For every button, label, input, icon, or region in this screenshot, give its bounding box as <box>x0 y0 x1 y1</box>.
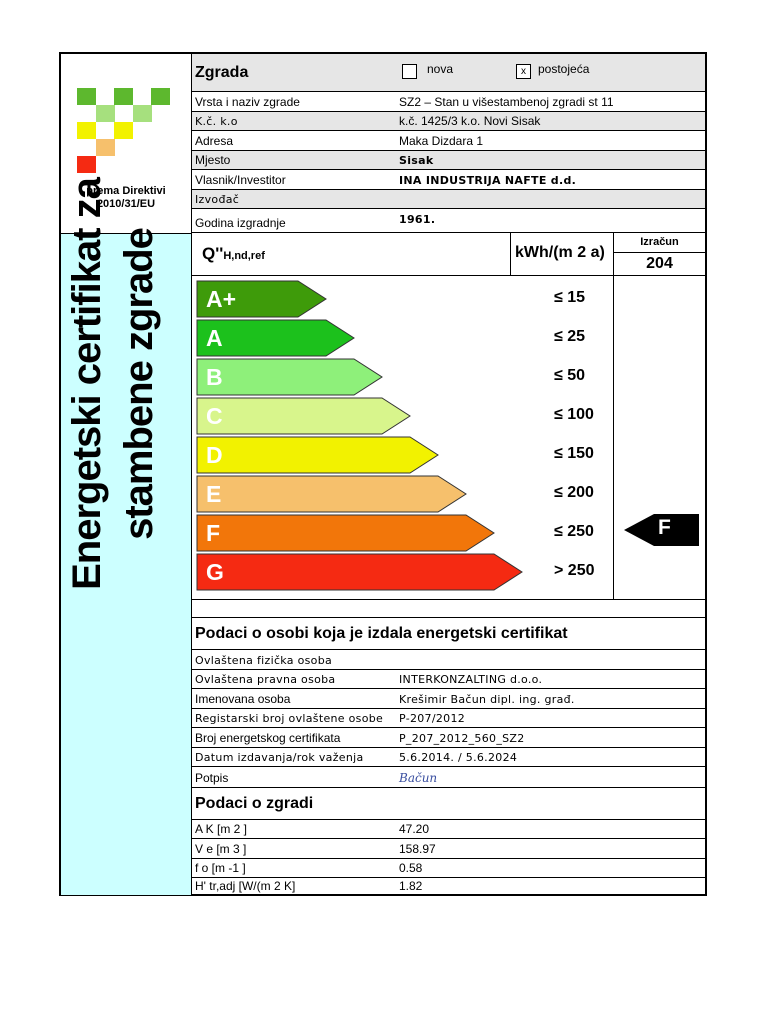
building-title: Zgrada <box>195 64 249 81</box>
building-row-value: SZ2 – Stan u višestambenoj zgradi st 11 <box>399 95 614 109</box>
rating-scale <box>192 276 705 600</box>
issuer-row <box>192 728 705 748</box>
band-label: B <box>206 364 223 390</box>
issuer-row <box>192 767 705 788</box>
building-row-label: K.č. k.o <box>195 115 238 128</box>
issuer-row-label: Imenovana osoba <box>195 692 291 706</box>
building-row <box>192 209 705 233</box>
band-arrow-g-icon <box>196 553 524 591</box>
building-row-value: 1961. <box>399 213 436 226</box>
issuer-row-value: P-207/2012 <box>399 712 466 725</box>
spacer-row <box>192 600 705 618</box>
issuer-row-label: Registarski broj ovlaštene osobe <box>195 712 384 725</box>
issuer-row-value: 5.6.2014. / 5.6.2024 <box>399 751 518 764</box>
band-limit: ≤ 25 <box>554 328 586 345</box>
unit-label: kWh/(m 2 a) <box>515 244 605 261</box>
building-row-label: Mjesto <box>195 153 231 167</box>
logo-caption-line1: prema Direktivi <box>86 185 166 197</box>
signature: Bačun <box>399 771 438 785</box>
calc-label: Izračun <box>640 236 679 248</box>
band-label: G <box>206 559 224 585</box>
building-row-label: Godina izgradnje <box>195 216 286 230</box>
building-row <box>192 151 705 170</box>
side-title-line1: Energetski certifikat za <box>65 178 109 590</box>
building-row <box>192 131 705 151</box>
issuer-row-label: Broj energetskog certifikata <box>195 731 341 745</box>
band-label: A <box>206 325 223 351</box>
building-data-row <box>192 878 705 894</box>
band-label: C <box>206 403 223 429</box>
issuer-title: Podaci o osobi koja je izdala energetski certifikat <box>195 625 568 642</box>
building-data-label: f o [m -1 ] <box>195 861 246 875</box>
band-limit: ≤ 15 <box>554 289 586 306</box>
building-row-label: Adresa <box>195 134 234 148</box>
band-limit: ≤ 200 <box>554 484 594 501</box>
building-data-label: H' tr,adj [W/(m 2 K] <box>195 879 296 893</box>
building-data-label: V e [m 3 ] <box>195 842 247 856</box>
building-row-label: Izvođač <box>195 193 240 206</box>
building-data-value: 158.97 <box>399 842 436 856</box>
issuer-row-label: Ovlaštena pravna osoba <box>195 673 336 686</box>
building-data-label: A K [m 2 ] <box>195 822 248 836</box>
band-limit: ≤ 150 <box>554 445 594 462</box>
new-option-label: nova <box>427 62 454 76</box>
band-limit: ≤ 50 <box>554 367 586 384</box>
building-row-value: Maka Dizdara 1 <box>399 134 484 148</box>
rating-header <box>192 233 705 276</box>
issuer-row-label: Potpis <box>195 771 229 785</box>
issuer-row-value: P_207_2012_560_SZ2 <box>399 732 525 745</box>
building-row-value: INA INDUSTRIJA NAFTE d.d. <box>399 174 577 187</box>
building-header <box>192 54 705 92</box>
quantity-label: Q''H,nd,ref <box>202 244 265 263</box>
issuer-row <box>192 650 705 670</box>
issuer-row <box>192 748 705 767</box>
certificate-frame <box>59 52 707 896</box>
building-row <box>192 92 705 112</box>
building-data-row <box>192 859 705 878</box>
band-limit: ≤ 250 <box>554 523 594 540</box>
issuer-row <box>192 670 705 689</box>
issuer-row-value: INTERKONZALTING d.o.o. <box>399 673 543 686</box>
issuer-row-value: Krešimir Bačun dipl. ing. građ. <box>399 693 575 706</box>
building-row-value: Sisak <box>399 154 434 167</box>
building-data-title: Podaci o zgradi <box>195 795 314 812</box>
building-data-value: 1.82 <box>399 879 423 893</box>
band-limit: > 250 <box>554 562 595 579</box>
band-limit: ≤ 100 <box>554 406 594 423</box>
band-arrow-d-icon <box>196 436 440 474</box>
building-row-label: Vrsta i naziv zgrade <box>195 95 300 109</box>
issuer-row <box>192 709 705 728</box>
band-label: A+ <box>206 286 237 312</box>
calc-value: 204 <box>646 255 673 272</box>
building-data-header <box>192 788 705 820</box>
building-data-value: 0.58 <box>399 861 423 875</box>
new-checkbox[interactable] <box>402 64 417 79</box>
existing-option-label: postojeća <box>538 62 590 76</box>
band-arrow-f-icon <box>196 514 496 552</box>
existing-checkbox[interactable]: x <box>516 64 531 79</box>
building-row-label: Vlasnik/Investitor <box>195 173 286 187</box>
issuer-row-label: Datum izdavanja/rok važenja <box>195 751 364 764</box>
side-title <box>61 64 191 704</box>
issuer-row-label: Ovlaštena fizička osoba <box>195 654 333 667</box>
result-class: F <box>658 516 671 539</box>
building-data-value: 47.20 <box>399 822 430 836</box>
band-arrow-e-icon <box>196 475 468 513</box>
issuer-header <box>192 618 705 650</box>
building-row <box>192 190 705 209</box>
building-row <box>192 112 705 131</box>
band-arrow-c-icon <box>196 397 412 435</box>
building-data-row <box>192 820 705 839</box>
issuer-row <box>192 689 705 709</box>
building-row <box>192 170 705 190</box>
band-label: F <box>206 520 221 546</box>
logo-caption-line2: 2010/31/EU <box>96 198 156 210</box>
building-row-value: k.č. 1425/3 k.o. Novi Sisak <box>399 114 541 128</box>
band-label: D <box>206 442 223 468</box>
band-arrow-b-icon <box>196 358 384 396</box>
band-label: E <box>206 481 222 507</box>
side-title-line2: stambene zgrade <box>117 228 161 540</box>
building-data-row <box>192 839 705 859</box>
